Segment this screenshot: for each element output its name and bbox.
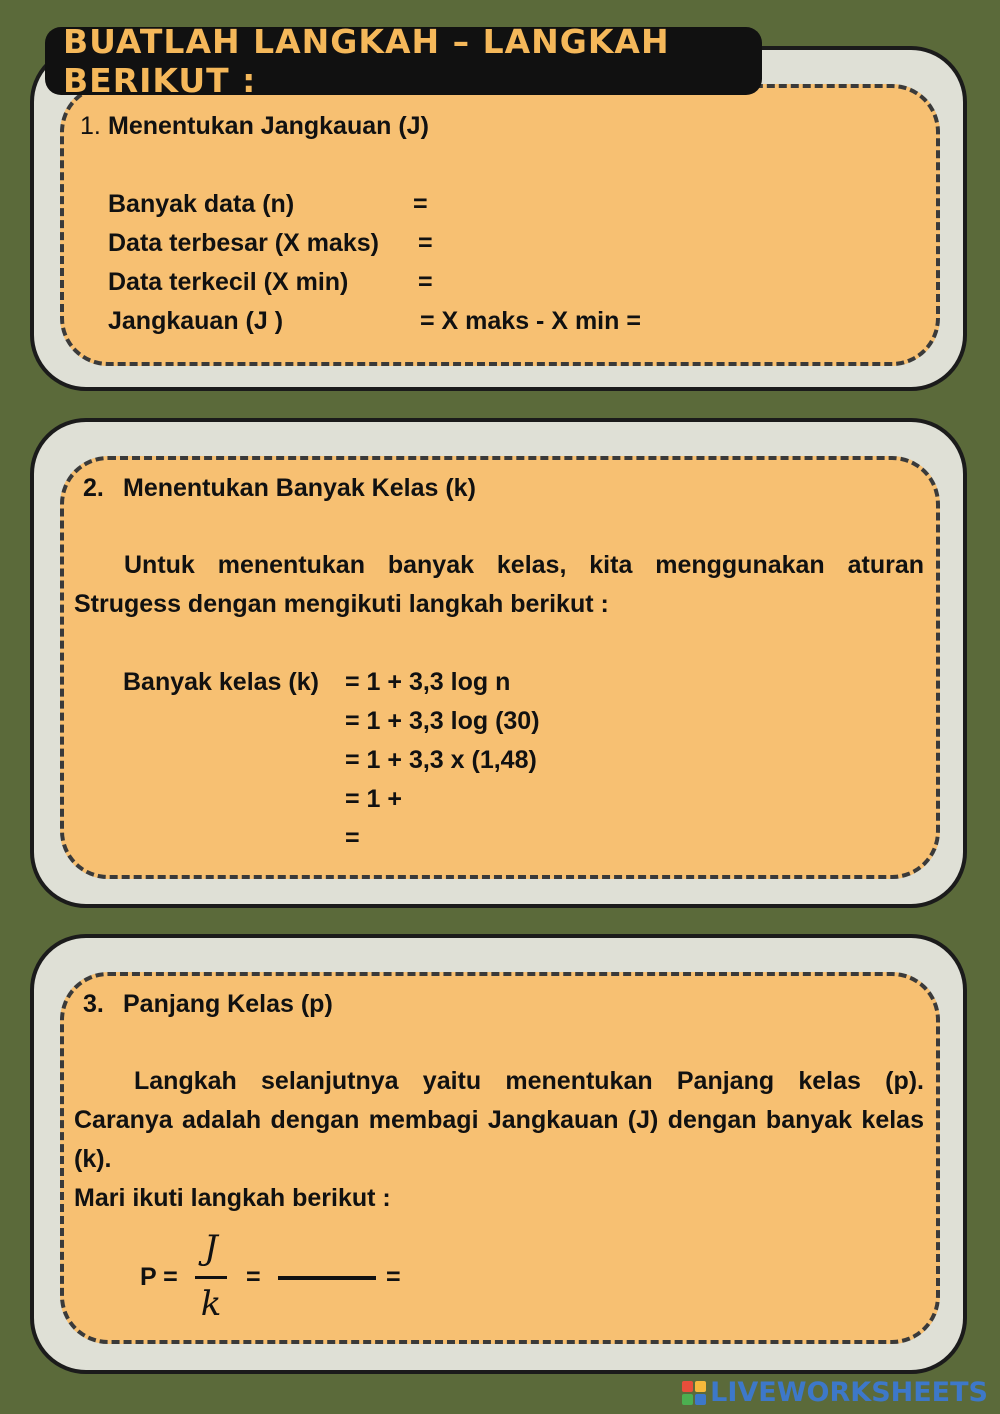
row-label-data-terkecil: Data terkecil (X min) [108,268,349,296]
section-3-paragraph: Langkah selanjutnya yaitu menentukan Panjang kelas (p). Caranya adalah dengan membagi Jangkauan (J) dengan banyak kelas (k). [74,1067,924,1173]
formula-line-5: = [345,824,360,852]
fraction-numerator: J [204,1228,218,1268]
page-title: BUATLAH LANGKAH – LANGKAH BERIKUT : [45,27,762,95]
answer-blank-line [278,1276,376,1280]
logo-text: LIVEWORKSHEETS [710,1377,988,1408]
formula-line-1: = 1 + 3,3 log n [345,668,511,696]
row-value-data-terbesar: = [418,229,433,257]
fraction-denominator: k [200,1284,222,1324]
row-value-data-terkecil: = [418,268,433,296]
formula-line-4: = 1 + [345,785,402,813]
row-label-banyak-data: Banyak data (n) [108,190,295,218]
formula-label-banyak-kelas: Banyak kelas (k) [123,668,319,696]
section-2-heading: Menentukan Banyak Kelas (k) [123,474,476,502]
formula-line-3: = 1 + 3,3 x (1,48) [345,746,537,774]
row-value-jangkauan: = X maks - X min = [420,307,641,335]
row-label-jangkauan: Jangkauan (J ) [108,307,284,335]
liveworksheets-logo [682,1377,988,1408]
row-value-banyak-data: = [413,190,428,218]
section-2-number: 2. [83,474,104,502]
row-label-data-terbesar: Data terbesar (X maks) [108,229,379,257]
fraction-bar [195,1276,227,1279]
section-3-number: 3. [83,990,104,1018]
section-1-heading: Menentukan Jangkauan (J) [108,112,429,140]
section-1-number: 1. [80,112,101,140]
section-3-instruction: Mari ikuti langkah berikut : [74,1184,391,1212]
formula-p-eq2: = [386,1263,401,1291]
formula-p-lhs: P = [140,1263,178,1291]
section-3-heading: Panjang Kelas (p) [123,990,333,1018]
section-2-paragraph: Untuk menentukan banyak kelas, kita menggunakan aturan Strugess dengan mengikuti langkah berikut : [74,551,924,618]
logo-squares-icon [682,1381,706,1405]
formula-p-eq1: = [246,1263,261,1291]
formula-line-2: = 1 + 3,3 log (30) [345,707,540,735]
